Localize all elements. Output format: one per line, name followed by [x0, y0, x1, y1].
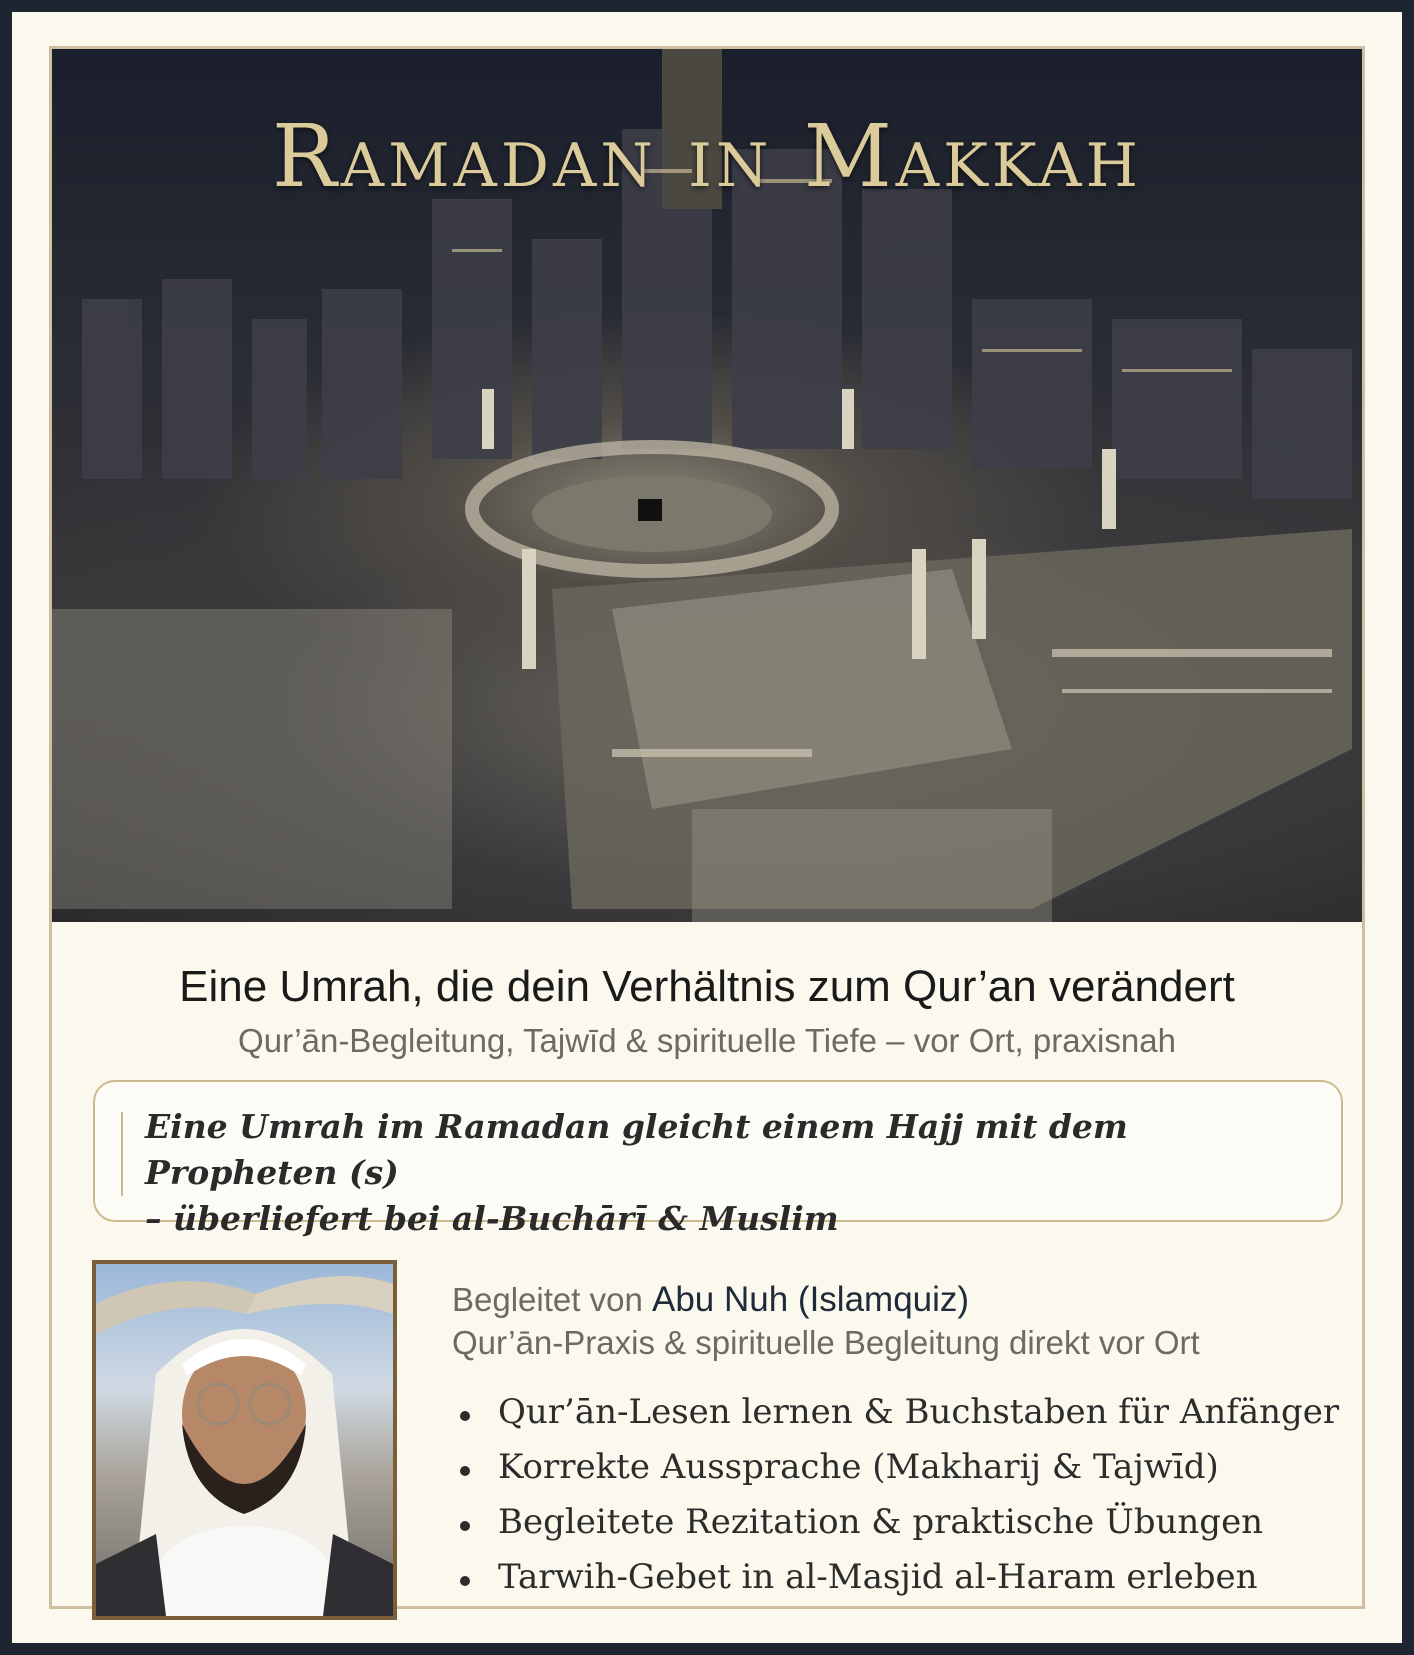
- guide-portrait: [96, 1264, 393, 1616]
- hadith-quote-box: [93, 1080, 1343, 1238]
- quote-line-2: – überliefert bei al-Buchārī & Muslim: [145, 1199, 839, 1238]
- headline: Eine Umrah, die dein Verhältnis zum Qur’an verändert: [179, 962, 1235, 1011]
- hero-image-makkah: [52, 49, 1362, 922]
- hadith-quote: [145, 1104, 1325, 1242]
- feature-item: Korrekte Aussprache (Makharij & Tajwīd): [452, 1447, 1339, 1502]
- quote-accent-bar: [121, 1112, 123, 1196]
- subheadline: Qur’ān-Begleitung, Tajwīd & spirituelle Tiefe – vor Ort, praxisnah: [238, 1022, 1176, 1059]
- quote-line-1: Eine Umrah im Ramadan gleicht einem Hajj mit dem Propheten (s): [145, 1107, 1128, 1192]
- flyer-page: [12, 12, 1402, 1643]
- hero-title: Ramadan in Makkah: [272, 107, 1142, 207]
- guide-prefix: Begleitet von: [452, 1281, 643, 1318]
- feature-item: Begleitete Rezitation & praktische Übungen: [452, 1502, 1339, 1557]
- guide-name: Abu Nuh (Islamquiz): [651, 1280, 970, 1319]
- feature-item: Tarwih-Gebet in al-Masjid al-Haram erleben: [452, 1557, 1339, 1612]
- guide-intro: [452, 1280, 969, 1320]
- feature-item: Qur’ān-Lesen lernen & Buchstaben für Anfänger: [452, 1392, 1339, 1447]
- guide-role: Qur’ān-Praxis & spirituelle Begleitung direkt vor Ort: [452, 1324, 1200, 1361]
- feature-list: [452, 1392, 1339, 1612]
- guide-photo: [92, 1260, 397, 1620]
